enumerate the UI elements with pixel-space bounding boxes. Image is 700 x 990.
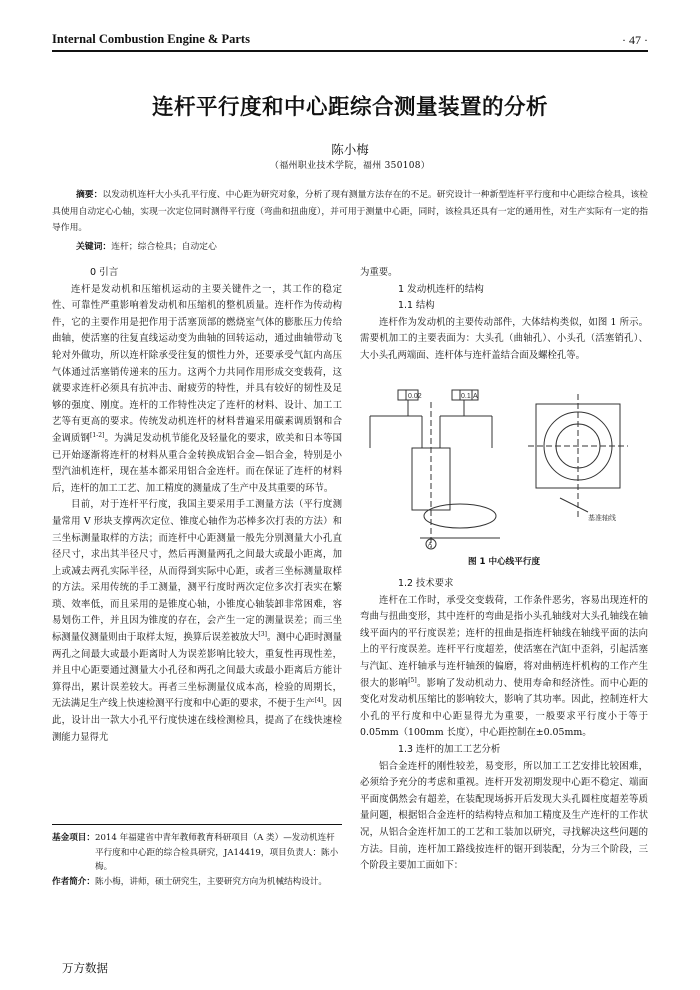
right-column-top: [360, 265, 648, 365]
page-number: · 47 ·: [622, 33, 648, 47]
paragraph: 目前，对于连杆平行度，我国主要采用手工测量方法（平行度测量常用 V 形块支撑两次定位、锥度心轴作为芯棒多次打表的方法）和三坐标测量取样的方法；而连杆中心距测量一般先分别测量大小孔直径尺寸，求出其半径尺寸，然后再测量两孔之间最大或最小距离，加上或减去两孔实际半径，从而得到实际中心距，或者三坐标测量取样的方法。采用传统的手工测量，测平行度时两次定位多次打表实在繁琐、效率低，而且采用的是锥度心轴，小锥度心轴装卸非常困难，容易划伤工件，并且因为锥度的存在，会产生一定的测量误差；而三坐标测量仪测量则由于取样太短，换算后误差被放大[3]。测中心距时测量两孔之间最大或最小距离时人为误差影响比较大，重复性再现性差，并且中心距要通过测量大小孔径和两孔之间最大或最小距离后方能计算得出，累计误差较大。再者三坐标测量仪成本高，检验的周期长，无法满足生产线上快速检测平行度和中心距的要求，不便于生产[4]。因此，设计出一款大小孔平行度快速在线检测检具，提高了在线快速检测能力显得尤: [52, 499, 342, 743]
fund-text: 2014 年福建省中青年教师教育科研项目（A 类）—发动机连杆平行度和中心距的综合检具研究，JA14419，项目负责人：陈小梅。: [94, 833, 339, 872]
author-bio-label: 作者简介：: [52, 876, 95, 887]
author-bio-text: 陈小梅，讲师，硕士研究生，主要研究方向为机械结构设计。: [94, 876, 328, 887]
keywords-label: 关键词：: [76, 242, 112, 252]
abstract: [52, 187, 648, 237]
footer-watermark: 万方数据: [62, 961, 108, 975]
affiliation: （福州职业技术学院，福州 350108）: [269, 161, 431, 171]
subsection-heading-1-2: 1.2 技术要求: [398, 578, 454, 589]
keywords: [76, 240, 217, 254]
keywords-text: 连杆；综合检具；自动定心: [111, 242, 217, 252]
datum-axis-label: 基准轴线: [588, 515, 616, 522]
left-column: [52, 265, 342, 746]
fund-label: 基金项目：: [52, 833, 95, 843]
connecting-rod-figure: [360, 388, 648, 550]
author-bio-row: [52, 875, 342, 890]
right-column-bottom: [360, 576, 648, 875]
section-heading-1: 1 发动机连杆的结构: [398, 283, 484, 295]
paragraph-continued: 为重要。: [360, 267, 398, 278]
subsection-heading-1-1: 1.1 结构: [398, 300, 435, 312]
fund-row: [52, 831, 342, 875]
section-heading-intro: 0 引言: [90, 267, 119, 278]
paragraph: 连杆作为发动机的主要传动部件，大体结构类似，如图 1 所示。需要机加工的主要表面为：大头孔（曲轴孔）、小头孔（活塞销孔）、大小头孔两端面、连杆体与连杆盖结合面及螺栓孔等。: [360, 316, 648, 361]
abstract-label: 摘要：: [76, 190, 103, 200]
tolerance-value-right: 0.1: [461, 393, 471, 400]
big-end: [424, 504, 496, 528]
footnote-block: [52, 824, 342, 889]
paragraph: 连杆在工作时，承受交变载荷，工作条件恶劣，容易出现连杆的弯曲与扭曲变形，其中连杆的弯曲是指小头孔轴线对大头孔轴线在轴线平面内的平行度误差；连杆的扭曲是指连杆轴线在轴线平面的法向上的平行度误差。连杆平行度超差，使活塞在汽缸中歪斜，引起活塞与汽缸、连杆轴承与连杆轴颈的偏磨，将对曲柄连杆机构的工作产生很大的影响[5]。影响了发动机动力、使用寿命和经济性。而中心距的变化对发动机压缩比的影响较大，影响了其功率。因此，控制连杆大小孔的平行度和中心距显得尤为重要，一般要求平行度小于等于 0.05mm（100mm 长度），中心距控制在±0.05mm。: [360, 594, 648, 739]
datum-reference: A: [473, 393, 478, 400]
journal-name: Internal Combustion Engine & Parts: [52, 32, 250, 46]
datum-label: A: [428, 542, 433, 549]
author-name: 陈小梅: [331, 142, 369, 157]
article-title: 连杆平行度和中心距综合测量装置的分析: [151, 95, 548, 120]
tolerance-value-left: 0.02: [408, 393, 422, 400]
subsection-heading-1-3: 1.3 连杆的加工工艺分析: [398, 743, 501, 755]
leader-line: [560, 498, 588, 512]
paragraph: 连杆是发动机和压缩机运动的主要关键件之一，其工作的稳定性、可靠性严重影响着发动机和压缩机的整机质量。连杆作为传动构件，它的主要作用是把作用于活塞顶部的燃烧室气体的膨胀压力传给曲轴，使活塞的往复直线运动变为曲轴的回转运动，通过曲轴带动飞轮对外做功，所以连杆除承受往复的惯性力外，还要承受气缸内高压气体通过活塞销传递来的压力。这两个力共同作用形成交变载荷，这就要求连杆必须具有抗冲击、耐疲劳的特性，并具有较好的韧性及足够的强度、刚度。连杆的工作特性决定了连杆的材料、设计、加工工艺等有更高的要求。传统发动机连杆的材料普遍采用碳素调质钢和合金调质钢[1-2]。为满足发动机节能化及轻量化的要求，欧美和日本等国已开始逐渐将连杆的材料从重合金转换成铝合金—铝合金，特别是小型汽油机连杆，现在基本都采用铝合金连杆。而在保证了连杆的材料后，连杆的加工工艺、加工精度的测量成了生产中及其重要的环节。: [52, 283, 342, 494]
abstract-text: 以发动机连杆大小头孔平行度、中心距为研究对象，分析了现有测量方法存在的不足。研究设计一种新型连杆平行度和中心距综合检具，该检具使用自动定心心轴，实现一次定位同时测得平行度（弯曲和扭曲度），并可用于测量中心距，同时，该检具还具有一定的通用性，对生产实际有一定的指导作用。: [52, 190, 648, 233]
running-header: [52, 30, 648, 52]
paragraph: 铝合金连杆的刚性较差，易变形，所以加工工艺安排比较困难，必须给予充分的考虑和重视。连杆开发初期发现中心距不稳定、端面平面度偶然会有超差，在装配现场拆开后发现大头孔圆柱度超差等质量问题，根据铝合金连杆的结构特点和加工精度及生产连杆的工作状况，从铝合金连杆加工的工艺和工装加以研究，寻找解决这些问题的方法。目前，连杆加工路线按连杆的锯开到装配，分为三个阶段，三个阶段主要加工面如下：: [360, 760, 648, 872]
figure-caption: 图 1 中心线平行度: [467, 557, 541, 567]
